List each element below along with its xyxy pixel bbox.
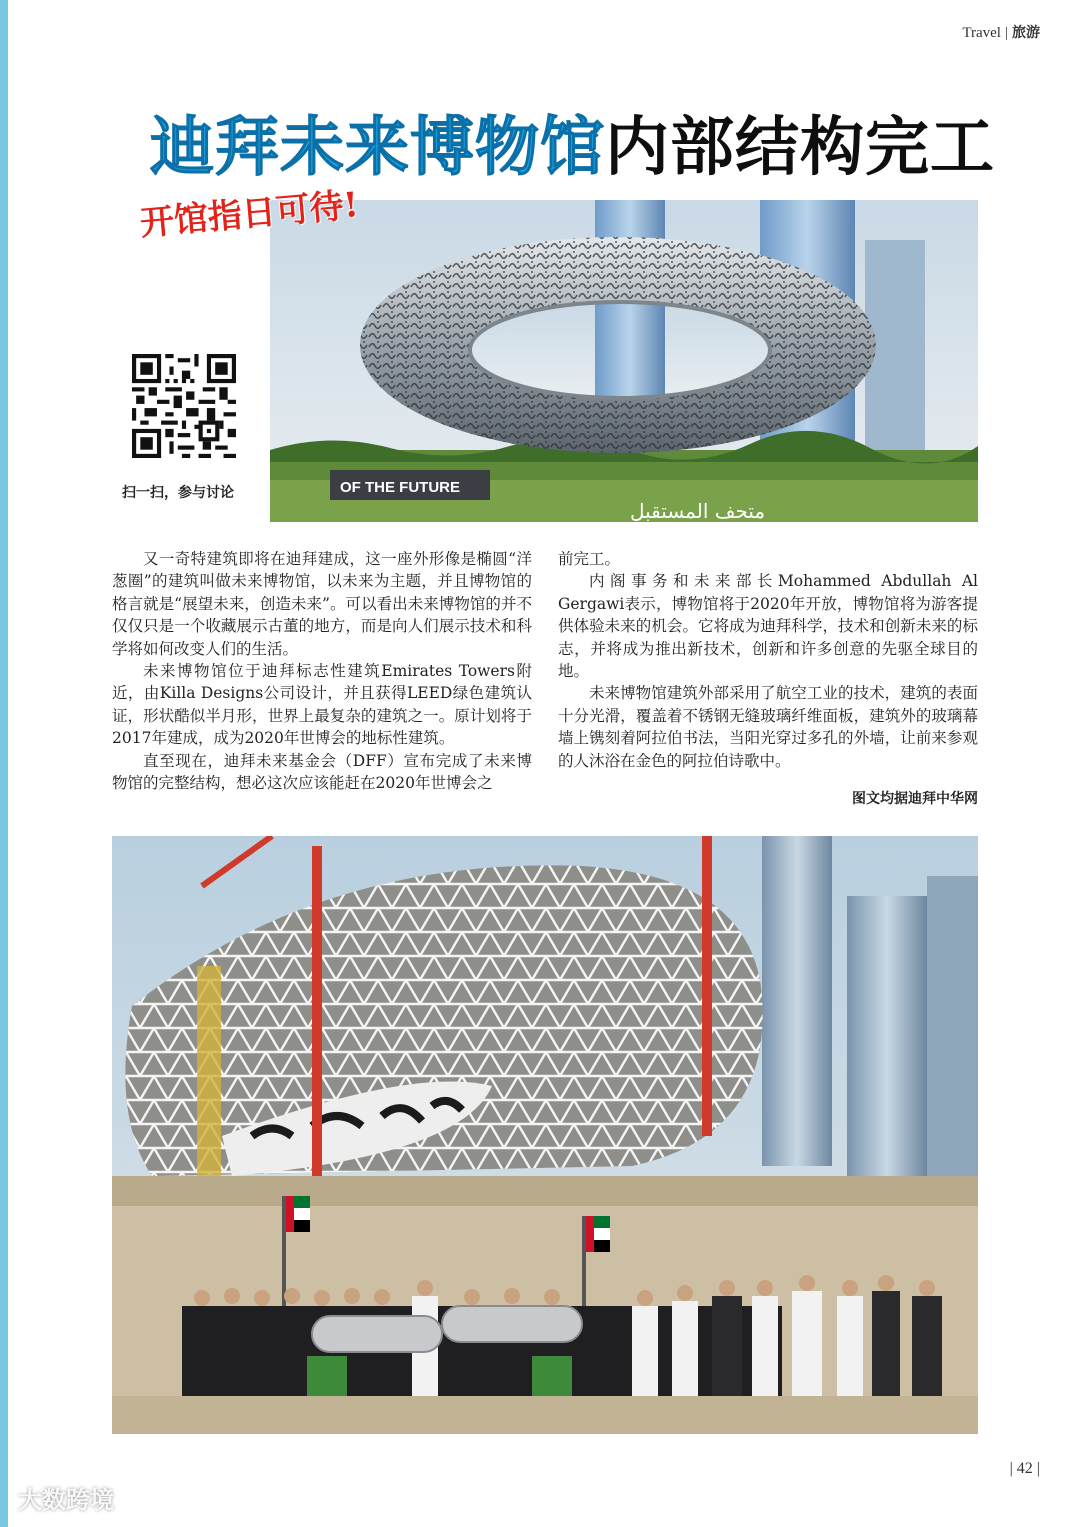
paragraph-continuation: 前完工。 — [558, 550, 621, 568]
title-black-part: 内部结构完工 — [605, 111, 995, 185]
page-number: | 42 | — [1009, 1460, 1040, 1477]
article-column-left — [112, 548, 532, 794]
qr-code[interactable] — [132, 354, 236, 458]
section-divider: | — [1004, 25, 1008, 41]
paragraph: 又一奇特建筑即将在迪拜建成，这一座外形像是椭圆“洋葱圈”的建筑叫做未来博物馆，以未来为主题，并且博物馆的格言就是“展望未来，创造未来”。可以看出未来博物馆的并不仅仅只是一个收藏展示古董的地方，而是向人们展示技术和科学将如何改变人们的生活。 — [112, 550, 532, 658]
article-title — [150, 108, 995, 188]
paragraph: 未来博物馆位于迪拜标志性建筑Emirates Towers附近，由Killa Designs公司设计，并且获得LEED绿色建筑认证，形状酷似半月形，世界上最复杂的建筑之一。原计划将于2017年建成，成为2020年世博会的地标性建筑。 — [112, 662, 532, 748]
page-number-value: 42 — [1016, 1460, 1033, 1477]
arabic-script-text: متحف المستقبل — [630, 499, 766, 522]
section-label-cn: 旅游 — [1012, 25, 1040, 41]
museum-rendering-photo — [270, 200, 978, 522]
section-header — [962, 22, 1040, 42]
museum-sign-text: OF THE FUTURE — [340, 479, 460, 496]
article-subtitle: 开馆指日可待! — [138, 184, 361, 244]
article-column-right — [558, 548, 978, 772]
watermark — [18, 1480, 114, 1515]
construction-ceremony-photo — [112, 836, 978, 1434]
page-edge-strip — [0, 0, 8, 1527]
watermark-text: 大数跨境 — [18, 1486, 114, 1514]
title-blue-part: 迪拜未来博物馆 — [150, 111, 605, 185]
paragraph: 内阁事务和未来部长Mohammed Abdullah Al Gergawi表示，博物馆将于2020年开放，博物馆将为游客提供体验未来的机会。它将成为迪拜科学，技术和创新未来的标志，并将成为推出新技术，创新和许多创意的先驱全球目的地。 — [558, 572, 978, 681]
paragraph: 直至现在，迪拜未来基金会（DFF）宣布完成了未来博物馆的完整结构，想必这次应该能赶在2020年世博会之 — [112, 751, 532, 793]
paragraph: 未来博物馆建筑外部采用了航空工业的技术，建筑的表面十分光滑，覆盖着不锈钢无缝玻璃纤维面板，建筑外的玻璃幕墙上镌刻着阿拉伯书法，当阳光穿过多孔的外墙，让前来参观的人沐浴在金色的阿拉伯诗歌中。 — [558, 684, 978, 770]
qr-caption: 扫一扫，参与讨论 — [122, 485, 234, 501]
photo-credit: 图文均据迪拜中华网 — [852, 791, 978, 807]
section-label-en: Travel — [962, 25, 1001, 41]
